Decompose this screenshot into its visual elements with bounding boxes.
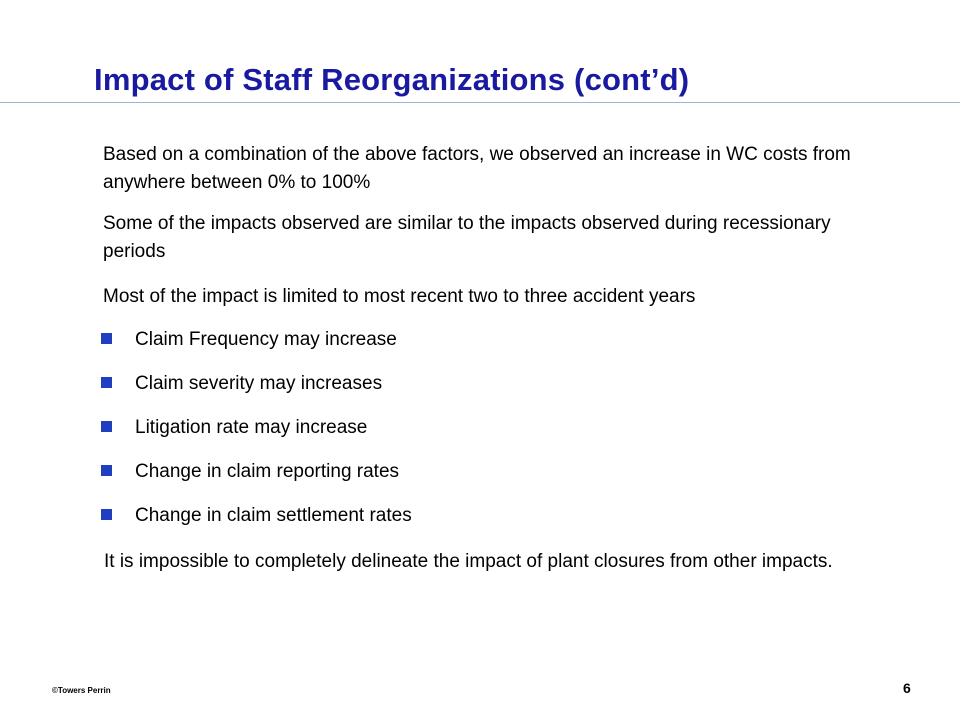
bullet-item — [101, 326, 412, 370]
paragraph-recession-impacts: Some of the impacts observed are similar to the impacts observed during recessionary periods — [103, 213, 831, 262]
title-divider — [0, 102, 960, 103]
square-bullet-icon — [101, 377, 112, 388]
bullet-text: Claim Frequency may increase — [135, 329, 397, 350]
bullet-text: Litigation rate may increase — [135, 417, 368, 438]
bullet-item — [101, 502, 412, 546]
page-number: 6 — [903, 680, 911, 696]
square-bullet-icon — [101, 333, 112, 344]
square-bullet-icon — [101, 509, 112, 520]
bullet-item — [101, 414, 412, 458]
square-bullet-icon — [101, 465, 112, 476]
bullet-text: Change in claim reporting rates — [135, 461, 400, 482]
square-bullet-icon — [101, 421, 112, 432]
bullet-item — [101, 458, 412, 502]
bullet-text: Claim severity may increases — [135, 373, 383, 394]
paragraph-accident-years: Most of the impact is limited to most recent two to three accident years — [103, 286, 696, 307]
bullet-item — [101, 370, 412, 414]
paragraph-cost-increase: Based on a combination of the above factors, we observed an increase in WC costs from anywhere between 0% to 100% — [103, 144, 851, 193]
impact-bullet-list — [101, 326, 412, 546]
bullet-text: Change in claim settlement rates — [135, 505, 412, 526]
footer-copyright: ©Towers Perrin — [52, 686, 111, 695]
slide-title: Impact of Staff Reorganizations (cont’d) — [94, 62, 690, 97]
closing-paragraph: It is impossible to completely delineate the impact of plant closures from other impacts. — [104, 551, 833, 572]
